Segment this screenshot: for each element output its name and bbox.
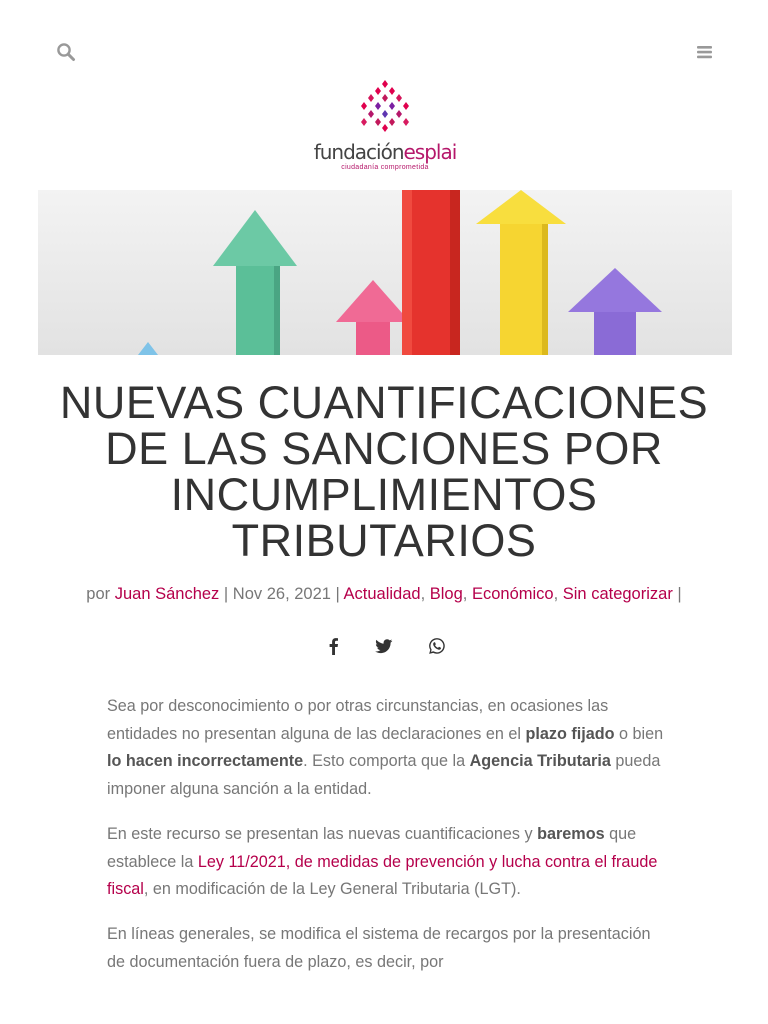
search-icon[interactable] [56,42,76,62]
twitter-icon[interactable] [374,636,394,656]
site-header [0,0,768,190]
meta-separator: | [223,585,229,603]
paragraph: En líneas generales, se modifica el sistema de recargos por la presentación de documentación fuera de plazo, es decir, por [107,924,651,971]
paragraph: En este recurso se presentan las nuevas cuantificaciones y baremos que establece la Ley 11/2021, de medidas de prevención y lucha contra el fraude fiscal, en modificación de la Ley General Tributaria (LGT). [107,824,658,899]
logo-wordmark: fundaciónesplai [313,140,457,164]
post-meta: por Juan Sánchez | Nov 26, 2021 | Actualidad, Blog, Económico, Sin categorizar | [86,585,682,603]
meta-separator: | [677,585,682,603]
category-link-blog[interactable]: Blog [429,585,463,603]
category-link-economico[interactable]: Económico [471,585,554,603]
author-link[interactable]: Juan Sánchez [114,585,220,603]
logo-tagline: ciudadanía comprometida [341,164,429,171]
hamburger-menu-icon[interactable] [696,44,714,60]
logo-flower-icon [304,78,466,138]
logo[interactable] [304,78,466,174]
meta-by-label: por [86,585,111,603]
share-buttons [0,636,768,658]
category-link-actualidad[interactable]: Actualidad [343,585,421,603]
colored-arrows-growth-image [38,190,732,355]
law-link[interactable]: Ley 11/2021, de medidas de prevención y lucha contra el fraude fiscal [107,852,658,899]
facebook-icon[interactable] [324,636,344,656]
whatsapp-icon[interactable] [427,636,447,656]
hero-image [38,190,732,355]
meta-separator: | [335,585,340,603]
article-title: NUEVAS CUANTIFICACIONES DE LAS SANCIONES POR INCUMPLIMIENTOS TRIBUTARIOS [59,377,709,566]
category-link-sin-categorizar[interactable]: Sin categorizar [562,585,673,603]
post-date: Nov 26, 2021 [232,585,331,603]
paragraph: Sea por desconocimiento o por otras circunstancias, en ocasiones las entidades no presentan alguna de las declaraciones en el plazo fijado o bien lo hacen incorrectamente. Esto comporta que la Agencia Tributaria pueda imponer alguna sanción a la entidad. [107,697,664,799]
article-body [107,693,667,993]
